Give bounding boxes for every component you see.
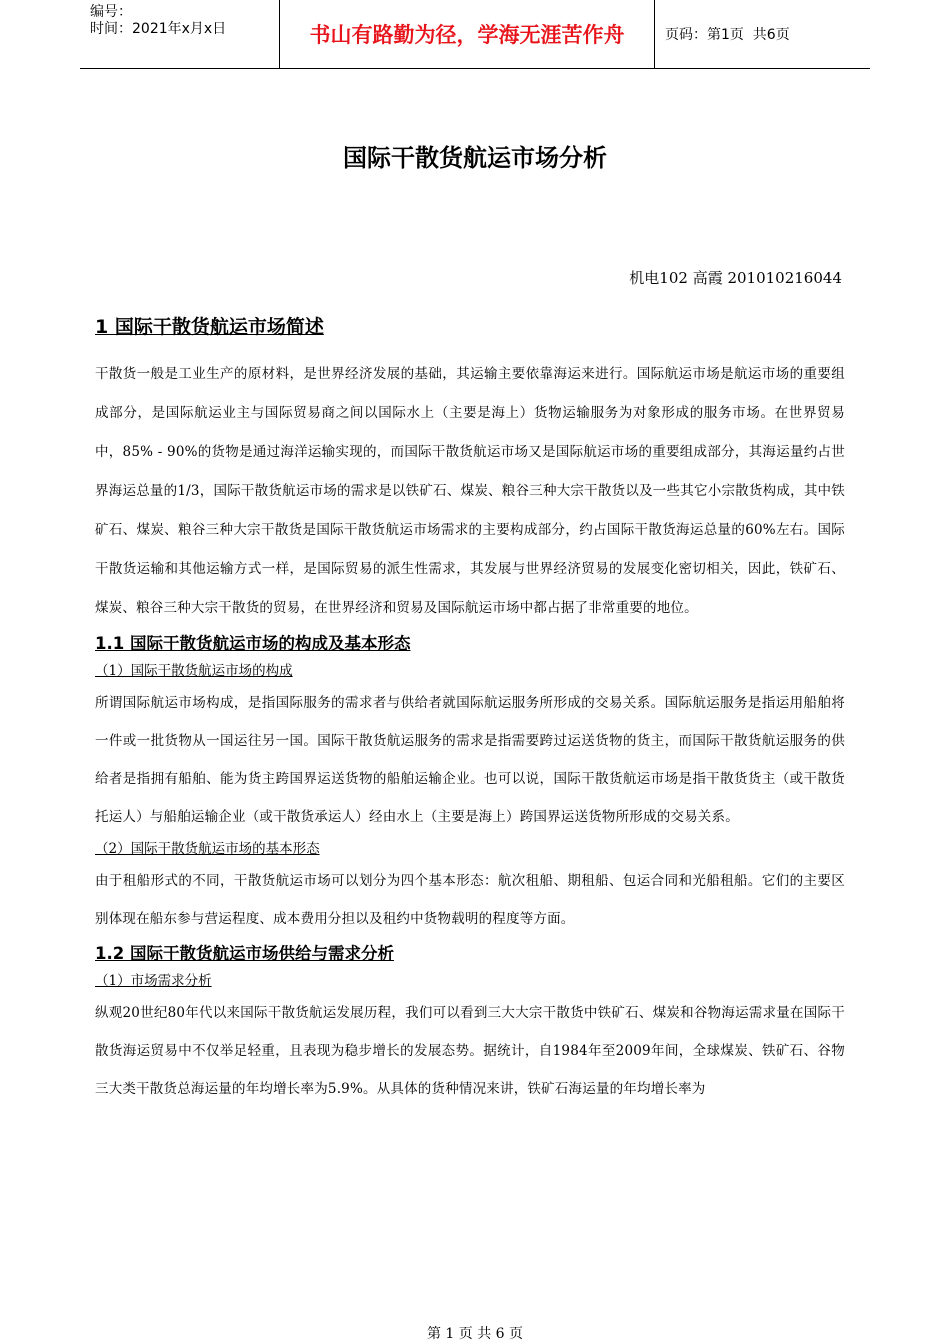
header-number: 编号： (90, 4, 132, 20)
section-1-paragraph: 干散货一般是工业生产的原材料，是世界经济发展的基础，其运输主要依靠海运来进行。国际航运市场是航运市场的重要组成部分，是国际航运业主与国际贸易商之间以国际水上（主要是海上）货物运输服务为对象形成的服务市场。在世界贸易中，85% - 90%的货物是通过海洋运输实现的，而国际干散货航运市场又是国际航运市场的重要组成部分，其海运量约占世界海运总量的1/3，国际干散货航运市场的需求是以铁矿石、煤炭、粮谷三种大宗干散货以及一些其它小宗散货构成，其中铁矿石、煤炭、粮谷三种大宗干散货是国际干散货航运市场需求的主要构成部分，约占国际干散货海运总量的60%左右。国际干散货运输和其他运输方式一样，是国际贸易的派生性需求，其发展与世界经济贸易的发展变化密切相关，因此，铁矿石、煤炭、粮谷三种大宗干散货的贸易，在世界经济和贸易及国际航运市场中都占据了非常重要的地位。 (95, 366, 845, 616)
section-1-2-paragraph-1: 纵观20世纪80年代以来国际干散货航运发展历程，我们可以看到三大大宗干散货中铁矿石、煤炭和谷物海运需求量在国际干散货海运贸易中不仅举足轻重，且表现为稳步增长的发展态势。据统计，自1984年至2009年间，全球煤炭、铁矿石、谷物三大类干散货总海运量的年均增长率为5.9%。从具体的货种情况来讲，铁矿石海运量的年均增长率为 (95, 1005, 845, 1097)
document-body (95, 312, 845, 1108)
section-1-1-sub-1: （1）国际干散货航运市场的构成 (95, 663, 293, 679)
section-1-1-paragraph-1: 所谓国际航运市场构成，是指国际服务的需求者与供给者就国际航运服务所形成的交易关系。国际航运服务是指运用船舶将一件或一批货物从一国运往另一国。国际干散货航运服务的需求是指需要跨过运送货物的货主，而国际干散货航运服务的供给者是指拥有船舶、能为货主跨国界运送货物的船舶运输企业。也可以说，国际干散货航运市场是指干散货货主（或干散货托运人）与船舶运输企业（或干散货承运人）经由水上（主要是海上）跨国界运送货物所形成的交易关系。 (95, 695, 845, 825)
footer-page-number: 第 1 页 共 6 页 (426, 1326, 524, 1342)
section-1-1-heading: 1.1 国际干散货航运市场的构成及基本形态 (95, 634, 411, 653)
section-1-1-sub-2: （2）国际干散货航运市场的基本形态 (95, 841, 320, 857)
page-header (80, 0, 870, 69)
header-date: 时间：2021年x月x日 (90, 21, 227, 37)
header-meta (80, 0, 280, 68)
header-motto: 书山有路勤为径，学海无涯苦作舟 (280, 0, 655, 68)
author-line: 机电102 高霞 201010216044 (629, 269, 842, 287)
section-1-heading: 1 国际干散货航运市场简述 (95, 316, 324, 338)
section-1-2-heading: 1.2 国际干散货航运市场供给与需求分析 (95, 944, 394, 963)
header-page-label: 页码：第1页 共6页 (665, 27, 790, 43)
section-1-2-sub-1: （1）市场需求分析 (95, 973, 212, 989)
header-page-info (655, 0, 870, 68)
page-footer (0, 1323, 950, 1343)
document-title: 国际干散货航运市场分析 (343, 144, 607, 172)
section-1-1-paragraph-2: 由于租船形式的不同，干散货航运市场可以划分为四个基本形态：航次租船、期租船、包运合同和光船租船。它们的主要区别体现在船东参与营运程度、成本费用分担以及租约中货物载明的程度等方面。 (95, 873, 845, 927)
